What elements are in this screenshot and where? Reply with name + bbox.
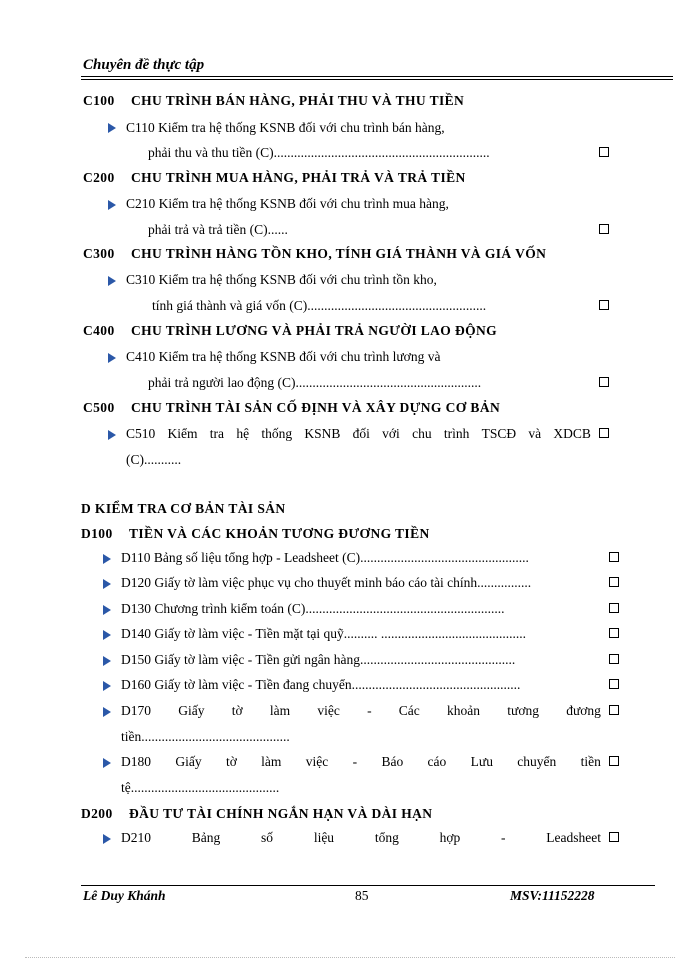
checklist-item-c210-line2: phải trả và trả tiền (C)......: [148, 222, 288, 237]
word: -: [352, 754, 358, 769]
word: Báo: [381, 754, 404, 769]
word: D210: [121, 830, 151, 845]
word: tiền: [580, 754, 601, 769]
word: với: [382, 426, 400, 441]
word: trình: [443, 426, 470, 441]
section-title: CHU TRÌNH MUA HÀNG, PHẢI TRẢ VÀ TRẢ TIỀN: [131, 170, 466, 185]
page-bottom-edge: [25, 957, 675, 958]
bullet-arrow-icon: [103, 630, 111, 640]
word: khoản: [447, 703, 481, 718]
checkbox-d150[interactable]: [609, 654, 619, 664]
checklist-item-d180-line1: [121, 754, 601, 770]
section-code: D100: [81, 526, 113, 541]
word: Kiểm: [167, 426, 198, 441]
section-title: CHU TRÌNH HÀNG TỒN KHO, TÍNH GIÁ THÀNH VÀ GIÁ VỐN: [131, 246, 547, 261]
checklist-item-c310-line1: C310 Kiểm tra hệ thống KSNB đối với chu trình tồn kho,: [126, 272, 437, 287]
checklist-item-c510-line1: [126, 426, 591, 442]
word: làm: [269, 703, 291, 718]
section-heading-d200: [81, 806, 432, 822]
word: việc: [305, 754, 329, 769]
checkbox-d130[interactable]: [609, 603, 619, 613]
page-number: 85: [355, 888, 369, 903]
checkbox-c410[interactable]: [599, 377, 609, 387]
word: hệ: [236, 426, 250, 441]
word: -: [367, 703, 372, 718]
word: tương: [507, 703, 539, 718]
checkbox-c510[interactable]: [599, 428, 609, 438]
checklist-item-c110-line2: phải thu và thu tiền (C)................................................................: [148, 145, 490, 160]
word: hợp: [439, 830, 461, 845]
word: D170: [121, 703, 151, 718]
bullet-arrow-icon: [108, 276, 116, 286]
checkbox-d140[interactable]: [609, 628, 619, 638]
checkbox-d180[interactable]: [609, 756, 619, 766]
section-heading-c400: [83, 323, 497, 339]
footer-author: Lê Duy Khánh: [83, 888, 166, 903]
checklist-item-c510-line2: (C)...........: [126, 452, 182, 467]
document-header-title: Chuyên đề thực tập: [83, 57, 205, 73]
bullet-arrow-icon: [103, 579, 111, 589]
word: Giấy: [178, 703, 205, 718]
bullet-arrow-icon: [103, 681, 111, 691]
section-heading-d: D KIỂM TRA CƠ BẢN TÀI SẢN: [81, 501, 286, 516]
word: liệu: [313, 830, 335, 845]
word: tổng: [374, 830, 399, 845]
word: đối: [352, 426, 370, 441]
word: Lưu: [470, 754, 493, 769]
checklist-item-d150: D150 Giấy tờ làm việc - Tiền gửi ngân hàng..............................................: [121, 652, 516, 667]
checkbox-c210[interactable]: [599, 224, 609, 234]
section-heading-c200: [83, 170, 466, 186]
section-heading-c300: [83, 246, 546, 262]
section-title: CHU TRÌNH BÁN HÀNG, PHẢI THU VÀ THU TIỀN: [131, 93, 465, 108]
word: và: [528, 426, 542, 441]
bullet-arrow-icon: [103, 605, 111, 615]
word: D180: [121, 754, 151, 769]
checkbox-d120[interactable]: [609, 577, 619, 587]
header-rule-bottom: [81, 79, 673, 80]
word: Bảng: [191, 830, 221, 845]
checklist-item-d170-line1: [121, 703, 601, 719]
checklist-item-c410-line1: C410 Kiểm tra hệ thống KSNB đối với chu trình lương và: [126, 349, 441, 364]
footer-student-id: MSV:11152228: [510, 888, 595, 903]
word: Leadsheet: [546, 830, 601, 845]
word: việc: [317, 703, 340, 718]
bullet-arrow-icon: [108, 123, 116, 133]
section-heading-c500: [83, 400, 500, 416]
section-title: TIỀN VÀ CÁC KHOẢN TƯƠNG ĐƯƠNG TIỀN: [129, 526, 430, 541]
word: Giấy: [175, 754, 202, 769]
word: số: [261, 830, 274, 845]
checklist-item-d130: D130 Chương trình kiểm toán (C)...........................................................: [121, 601, 505, 616]
bullet-arrow-icon: [103, 834, 111, 844]
checklist-item-d210: [121, 830, 601, 846]
footer-rule: [81, 885, 655, 886]
checklist-item-d110: D110 Bảng số liệu tổng hợp - Leadsheet (C)..................................................: [121, 550, 529, 565]
section-code: C500: [83, 400, 115, 415]
checklist-item-d170-line2: tiền............................................: [121, 729, 290, 744]
header-rule-top: [81, 76, 673, 77]
section-title: CHU TRÌNH LƯƠNG VÀ PHẢI TRẢ NGƯỜI LAO ĐỘNG: [131, 323, 498, 338]
word: Các: [398, 703, 420, 718]
bullet-arrow-icon: [103, 554, 111, 564]
section-heading-d100: [81, 526, 430, 542]
word: chuyển: [517, 754, 557, 769]
checklist-item-d180-line2: tệ............................................: [121, 780, 280, 795]
word: -: [501, 830, 506, 845]
checkbox-d210[interactable]: [609, 832, 619, 842]
word: KSNB: [304, 426, 341, 441]
checklist-item-c210-line1: C210 Kiểm tra hệ thống KSNB đối với chu trình mua hàng,: [126, 196, 449, 211]
word: làm: [261, 754, 282, 769]
checkbox-d160[interactable]: [609, 679, 619, 689]
bullet-arrow-icon: [108, 353, 116, 363]
section-code: C400: [83, 323, 115, 338]
checklist-item-d160: D160 Giấy tờ làm việc - Tiền đang chuyển..................................................: [121, 677, 521, 692]
section-title: CHU TRÌNH TÀI SẢN CỐ ĐỊNH VÀ XÂY DỰNG CƠ BẢN: [131, 400, 501, 415]
checkbox-d110[interactable]: [609, 552, 619, 562]
word: C510: [126, 426, 156, 441]
checklist-item-d140: D140 Giấy tờ làm việc - Tiền mặt tại quỹ.......... ...........................................: [121, 626, 526, 641]
word: tờ: [231, 703, 243, 718]
word: XDCB: [553, 426, 591, 441]
word: tra: [209, 426, 225, 441]
word: chu: [412, 426, 432, 441]
word: tờ: [225, 754, 237, 769]
checkbox-d170[interactable]: [609, 705, 619, 715]
bullet-arrow-icon: [108, 430, 116, 440]
bullet-arrow-icon: [108, 200, 116, 210]
checkbox-c110[interactable]: [599, 147, 609, 157]
checklist-item-c310-line2: tính giá thành và giá vốn (C).....................................................: [152, 298, 487, 313]
word: thống: [261, 426, 293, 441]
checklist-item-c110-line1: C110 Kiểm tra hệ thống KSNB đối với chu trình bán hàng,: [126, 120, 445, 135]
word: đương: [566, 703, 601, 718]
section-title: ĐẦU TƯ TÀI CHÍNH NGẮN HẠN VÀ DÀI HẠN: [129, 806, 433, 821]
checkbox-c310[interactable]: [599, 300, 609, 310]
checklist-item-c410-line2: phải trả người lao động (C).......................................................: [148, 375, 482, 390]
bullet-arrow-icon: [103, 707, 111, 717]
word: cáo: [427, 754, 447, 769]
section-code: C300: [83, 246, 115, 261]
bullet-arrow-icon: [103, 758, 111, 768]
section-code: C200: [83, 170, 115, 185]
word: TSCĐ: [481, 426, 517, 441]
bullet-arrow-icon: [103, 656, 111, 666]
checklist-item-d120: D120 Giấy tờ làm việc phục vụ cho thuyết minh báo cáo tài chính................: [121, 575, 532, 590]
section-code: D200: [81, 806, 113, 821]
section-heading-c100: [83, 93, 464, 109]
section-code: C100: [83, 93, 115, 108]
